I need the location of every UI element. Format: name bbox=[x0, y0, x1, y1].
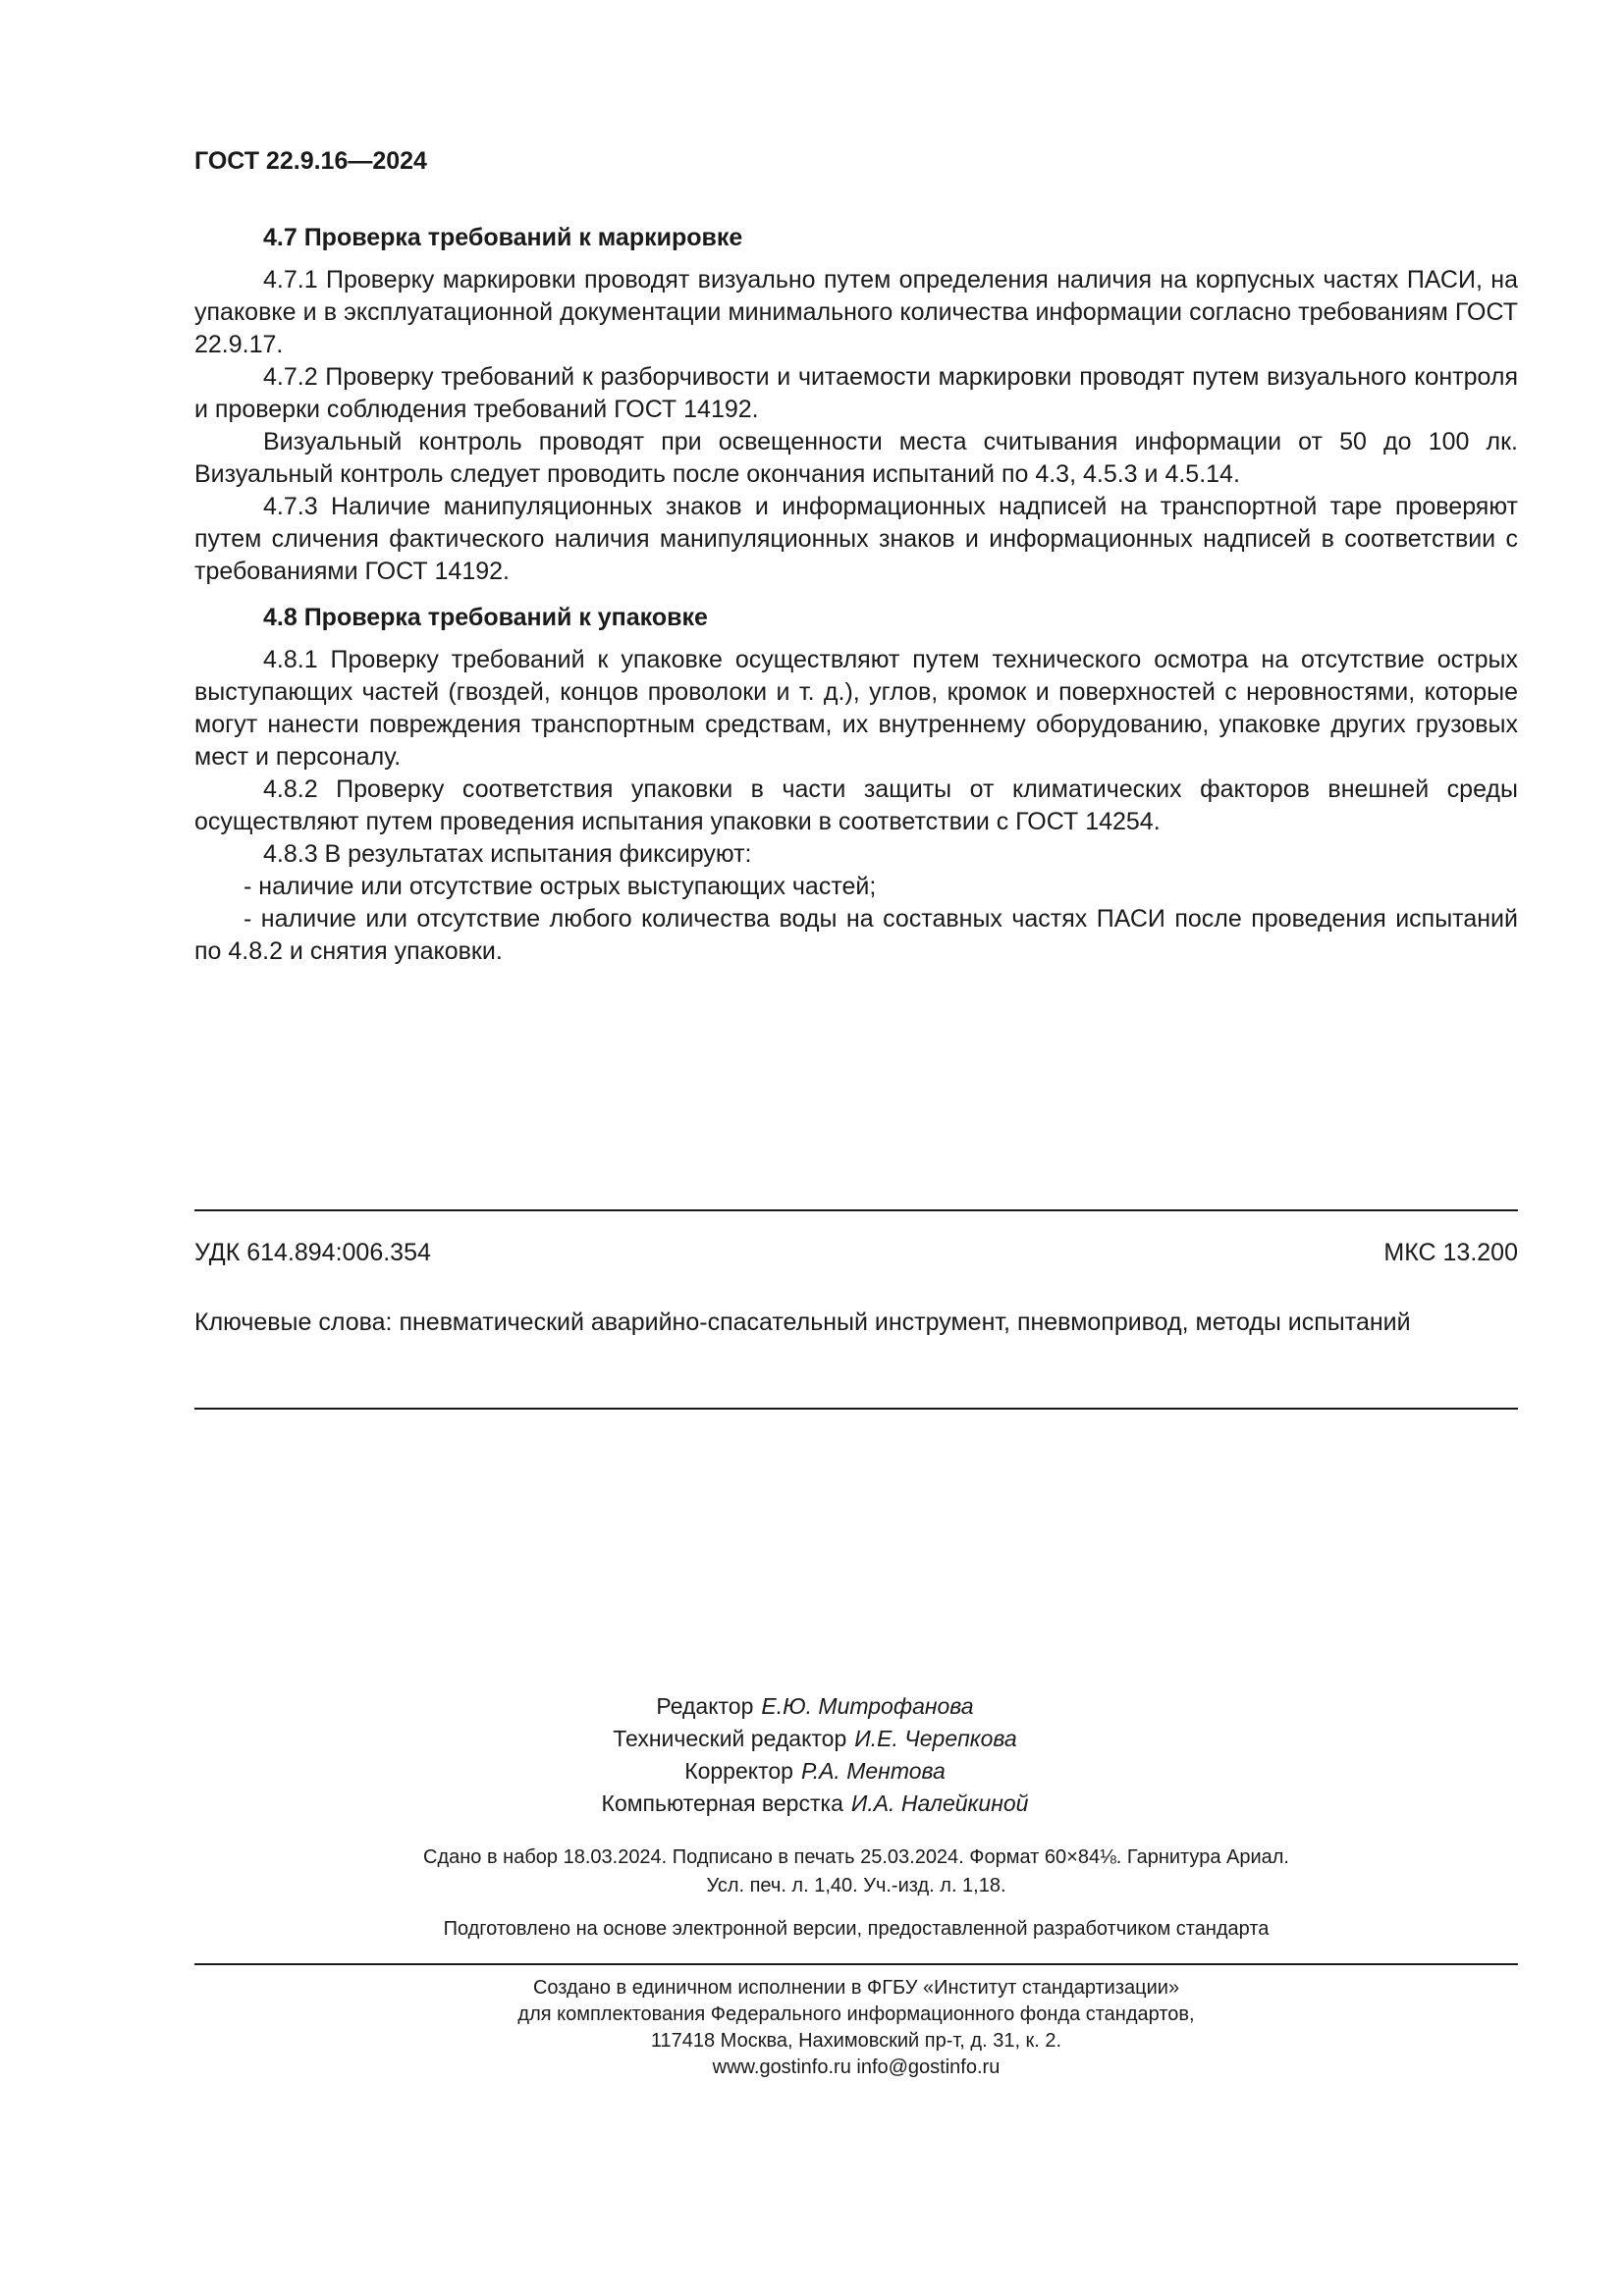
footer-line: Создано в единичном исполнении в ФГБУ «Институт стандартизации» bbox=[532, 1977, 1180, 1999]
document-body bbox=[194, 222, 1518, 968]
list-item: - наличие или отсутствие острых выступающих частей; bbox=[244, 873, 877, 900]
credit-line bbox=[393, 1755, 1237, 1788]
credit-role: Технический редактор bbox=[613, 1726, 847, 1751]
section-heading-4-8: 4.8 Проверка требований к упаковке bbox=[263, 604, 708, 631]
credit-line bbox=[393, 1690, 1237, 1723]
imprint-line: Сдано в набор 18.03.2024. Подписано в печать 25.03.2024. Формат 60×84⅛. Гарнитура Ариал. bbox=[423, 1846, 1289, 1868]
paragraph-visual-control: Визуальный контроль проводят при освещенности места считывания информации от 50 до 100 лк. Визуальный контроль следует проводить после окончания испытаний по 4.3, 4.5.3 и 4.5.14. bbox=[194, 428, 1518, 488]
footer-contacts: www.gostinfo.ru info@gostinfo.ru bbox=[712, 2056, 1001, 2078]
imprint-block bbox=[194, 1843, 1518, 1900]
credit-role: Корректор bbox=[684, 1758, 793, 1784]
section-heading-4-7: 4.7 Проверка требований к маркировке bbox=[263, 224, 743, 251]
footer-line: для комплектования Федерального информационного фонда стандартов, bbox=[517, 2003, 1195, 2025]
footer-line: 117418 Москва, Нахимовский пр-т, д. 31, к. 2. bbox=[650, 2030, 1062, 2052]
paragraph-4-8-3: 4.8.3 В результатах испытания фиксируют: bbox=[263, 840, 752, 868]
divider-top bbox=[194, 1209, 1518, 1211]
paragraph-4-8-2: 4.8.2 Проверку соответствия упаковки в части защиты от климатических факторов внешней среды осуществляют путем проведения испытания упаковки в соответствии с ГОСТ 14254. bbox=[194, 775, 1518, 835]
publisher-footer bbox=[194, 1975, 1518, 2081]
classification-row bbox=[194, 1239, 1518, 1267]
udk-code: УДК 614.894:006.354 bbox=[194, 1239, 431, 1266]
paragraph-4-7-3: 4.7.3 Наличие манипуляционных знаков и информационных надписей на транспортной таре проверяют путем сличения фактического наличия манипуляционных знаков и информационных надписей в соответствии с требованиями ГОСТ 14192. bbox=[194, 493, 1518, 585]
list-item: - наличие или отсутствие любого количества воды на составных частях ПАСИ после проведения испытаний по 4.8.2 и снятия упаковки. bbox=[194, 905, 1518, 965]
credit-name: Е.Ю. Митрофанова bbox=[761, 1693, 974, 1719]
paragraph-4-7-1: 4.7.1 Проверку маркировки проводят визуально путем определения наличия на корпусных частях ПАСИ, на упаковке и в эксплуатационной документации минимального количества информации согласно требованиям ГОСТ 22.9.17. bbox=[194, 266, 1518, 358]
credit-line bbox=[393, 1788, 1237, 1820]
divider-bottom bbox=[194, 1408, 1518, 1410]
imprint-line: Усл. печ. л. 1,40. Уч.-изд. л. 1,18. bbox=[706, 1875, 1006, 1896]
keywords: Ключевые слова: пневматический аварийно-спасательный инструмент, пневмопривод, методы испытаний bbox=[194, 1308, 1411, 1336]
credit-name: И.А. Налейкиной bbox=[850, 1790, 1029, 1816]
credit-name: Р.А. Ментова bbox=[800, 1758, 946, 1784]
document-code: ГОСТ 22.9.16—2024 bbox=[194, 147, 427, 175]
credit-role: Редактор bbox=[656, 1693, 754, 1719]
credits-block bbox=[393, 1690, 1237, 1820]
credit-line bbox=[393, 1723, 1237, 1755]
credit-name: И.Е. Черепкова bbox=[854, 1726, 1017, 1751]
divider-footer bbox=[194, 1963, 1518, 1965]
paragraph-4-7-2: 4.7.2 Проверку требований к разборчивости и читаемости маркировки проводят путем визуального контроля и проверки соблюдения требований ГОСТ 14192. bbox=[194, 363, 1518, 423]
credit-role: Компьютерная верстка bbox=[601, 1790, 843, 1816]
prepared-note: Подготовлено на основе электронной версии, предоставленной разработчиком стандарта bbox=[443, 1918, 1270, 1940]
paragraph-4-8-1: 4.8.1 Проверку требований к упаковке осуществляют путем технического осмотра на отсутствие острых выступающих частей (гвоздей, концов проволоки и т. д.), углов, кромок и поверхностей с неровностями, которые могут нанести повреждения транспортным средствам, их внутреннему оборудованию, упаковке других грузовых мест и персоналу. bbox=[194, 646, 1518, 771]
mks-code: МКС 13.200 bbox=[1383, 1239, 1518, 1266]
